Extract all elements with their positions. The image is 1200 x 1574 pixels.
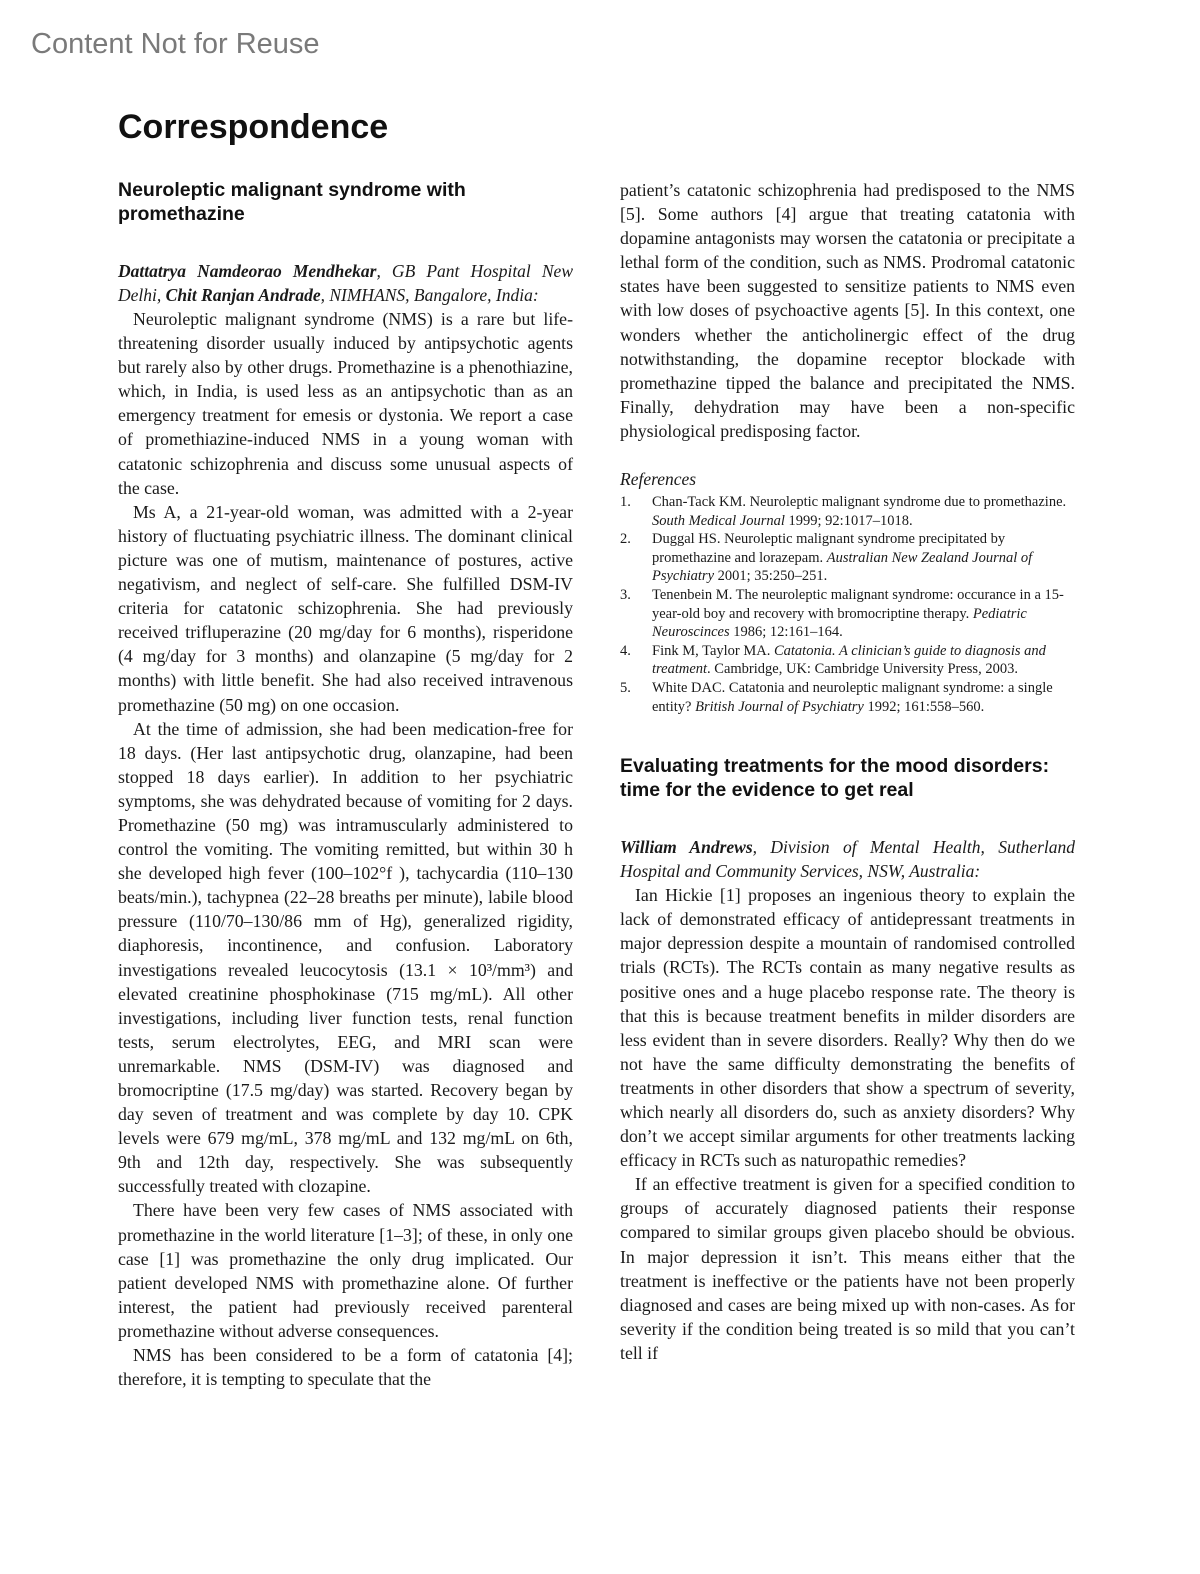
references-list (620, 493, 1075, 716)
reference-text: Tenenbein M. The neuroleptic malignant syndrome: occurance in a 15-year-old boy and recovery with bromocriptine therapy. (652, 587, 1064, 622)
reference-text: Duggal HS. Neuroleptic malignant syndrome precipitated by promethazine and lorazepam. (652, 531, 1006, 566)
author-affiliation: , Division of Mental Health, Sutherland Hospital and Community Services, NSW, Australia: (620, 837, 1075, 882)
reference-number: 5. (620, 679, 631, 696)
author-affiliation: , NIMHANS, Bangalore, India: (320, 285, 539, 305)
reference-journal: Pediatric Neuroscinces (652, 605, 1027, 641)
reference-item (620, 530, 1075, 586)
author-name: Dattatrya Namdeorao Mendhekar (118, 261, 377, 281)
article-1-title: Neuroleptic malignant syndrome with promethazine (118, 179, 466, 225)
reference-details: 1992; 161:558–560. (863, 698, 985, 715)
body-paragraph: NMS has been considered to be a form of catatonia [4]; therefore, it is tempting to speculate that the (118, 1345, 573, 1390)
reference-text: White DAC. Catatonia and neuroleptic malignant syndrome: a single entity? (652, 679, 1053, 715)
body-paragraph: If an effective treatment is given for a specified condition to groups of accurately diagnosed patients their response compared to similar groups given placebo should be obvious. In major depression it isn’t. This means either that the treatment is ineffective or the patients have not been properly diagnosed and cases are being mixed up with non-cases. As for severity if the condition being treated is so mild that you can’t tell if (620, 1174, 1075, 1363)
reference-journal: South Medical Journal (652, 512, 785, 529)
reference-details: . Cambridge, UK: Cambridge University Press, 2003. (707, 661, 1018, 678)
article-2-byline (620, 835, 1075, 883)
references-heading: References (620, 469, 697, 490)
reference-number: 2. (620, 531, 631, 548)
reference-item (620, 493, 1075, 530)
article-2-title: Evaluating treatments for the mood disorders: time for the evidence to get real (620, 755, 1050, 802)
body-paragraph: There have been very few cases of NMS associated with promethazine in the world literature [1–3]; of these, in only one case [1] was promethazine the only drug implicated. Our patient developed NMS with promethazine alone. Of further interest, the patient had previously received parenteral promethazine without adverse consequences. (118, 1200, 573, 1341)
reference-text: Fink M, Taylor MA. (652, 642, 774, 659)
article-1-byline (118, 259, 573, 307)
reference-text: Chan-Tack KM. Neuroleptic malignant syndrome due to promethazine. (652, 494, 1067, 511)
body-paragraph: Neuroleptic malignant syndrome (NMS) is a rare but life-threatening disorder usually induced by antipsychotic agents but rarely also by other drugs. Promethazine is a phenothiazine, which, in India, is used less as an antipsychotic than as an emergency treatment for emesis or dystonia. We report a case of promethiazine-induced NMS in a young woman with catatonic schizophrenia and discuss some unusual aspects of the case. (118, 309, 573, 498)
reference-number: 3. (620, 587, 631, 603)
reference-number: 4. (620, 642, 631, 659)
left-column (118, 178, 573, 1391)
section-title: Correspondence (118, 108, 389, 146)
body-paragraph: Ian Hickie [1] proposes an ingenious theory to explain the lack of demonstrated efficacy of antidepressant treatments in major depression despite a mountain of randomised controlled trials (RCTs). The RCTs contain as many negative results as positive ones and a huge placebo response rate. The theory is that this is because treatment benefits in milder disorders are less evident than in severe disorders. Really? Why then do we not have the same difficulty demonstrating the benefits of treatments in other disorders that show a spectrum of severity, which nearly all disorders do, such as anxiety disorders? Why don’t we accept similar arguments for other treatments lacking efficacy in RCTs such as naturopathic remedies? (620, 885, 1075, 1171)
reference-item (620, 642, 1075, 679)
body-paragraph: At the time of admission, she had been medication-free for 18 days. (Her last antipsychotic drug, olanzapine, had been stopped 18 days earlier). In addition to her psychiatric symptoms, she was dehydrated because of vomiting for 2 days. Promethazine (50 mg) was intramuscularly administered to control the vomiting. The vomiting remitted, but within 30 h she developed high fever (100–102°f ), tachycardia (110–130 beats/min.), tachypnea (22–28 breaths per minute), labile blood pressure (110/70–130/86 mm of Hg), generalized rigidity, diaphoresis, incontinence, and confusion. Laboratory investigations revealed leucocytosis (13.1 × 10³/mm³) and elevated creatinine phosphokinase (715 mg/mL). All other investigations, including liver function tests, renal function tests, serum electrolytes, EEG, and MRI scan were unremarkable. NMS (DSM-IV) was diagnosed and bromocriptine (17.5 mg/day) was started. Recovery began by day seven of treatment and was complete by day 10. CPK levels were 679 mg/mL, 378 mg/mL and 132 mg/mL on 6th, 9th and 12th day, respectively. She was subsequently successfully treated with clozapine. (118, 718, 573, 1197)
reference-number: 1. (620, 494, 631, 511)
reference-details: 1999; 92:1017–1018. (784, 512, 913, 529)
reference-details: 1986; 12:161–164. (729, 624, 843, 641)
right-column (620, 178, 1075, 1365)
reference-journal: British Journal of Psychiatry (695, 698, 864, 715)
author-name: Chit Ranjan Andrade (165, 285, 321, 305)
reference-item (620, 679, 1075, 716)
reference-details: 2001; 35:250–251. (714, 568, 828, 585)
watermark-text: Content Not for Reuse (31, 28, 320, 60)
body-paragraph: Ms A, a 21-year-old woman, was admitted with a 2-year history of fluctuating psychiatric illness. The dominant clinical picture was one of mutism, maintenance of postures, active negativism, and neglect of self-care. She fulfilled DSM-IV criteria for catatonic schizophrenia. She had previously received trifluperazine (20 mg/day for 6 months), risperidone (4 mg/day for 3 months) and olanzapine (5 mg/day for 2 months) with little benefit. She had also received intravenous promethazine (50 mg) on one occasion. (118, 501, 573, 715)
author-name: William Andrews (620, 837, 753, 858)
reference-journal: Catatonia. A clinician’s guide to diagnosis and treatment (652, 642, 1046, 678)
body-paragraph-continued: patient’s catatonic schizophrenia had predisposed to the NMS [5]. Some authors [4] argue that treating catatonia with dopamine antagonists may worsen the catatonia or precipitate a lethal form of the condition, such as NMS. Prodromal catatonic states have been suggested to sensitize patients to NMS even with low doses of psychoactive agents [5]. In this context, one wonders whether the anticholinergic effect of the drug notwithstanding, the dopamine receptor blockade with promethazine tipped the balance and precipitated the NMS. Finally, dehydration may have been a non-specific physiological predisposing factor. (620, 180, 1075, 441)
author-affiliation: , GB Pant Hospital New Delhi, (118, 261, 573, 305)
reference-item (620, 586, 1075, 642)
reference-journal: Australian New Zealand Journal of Psychiatry (652, 549, 1033, 585)
